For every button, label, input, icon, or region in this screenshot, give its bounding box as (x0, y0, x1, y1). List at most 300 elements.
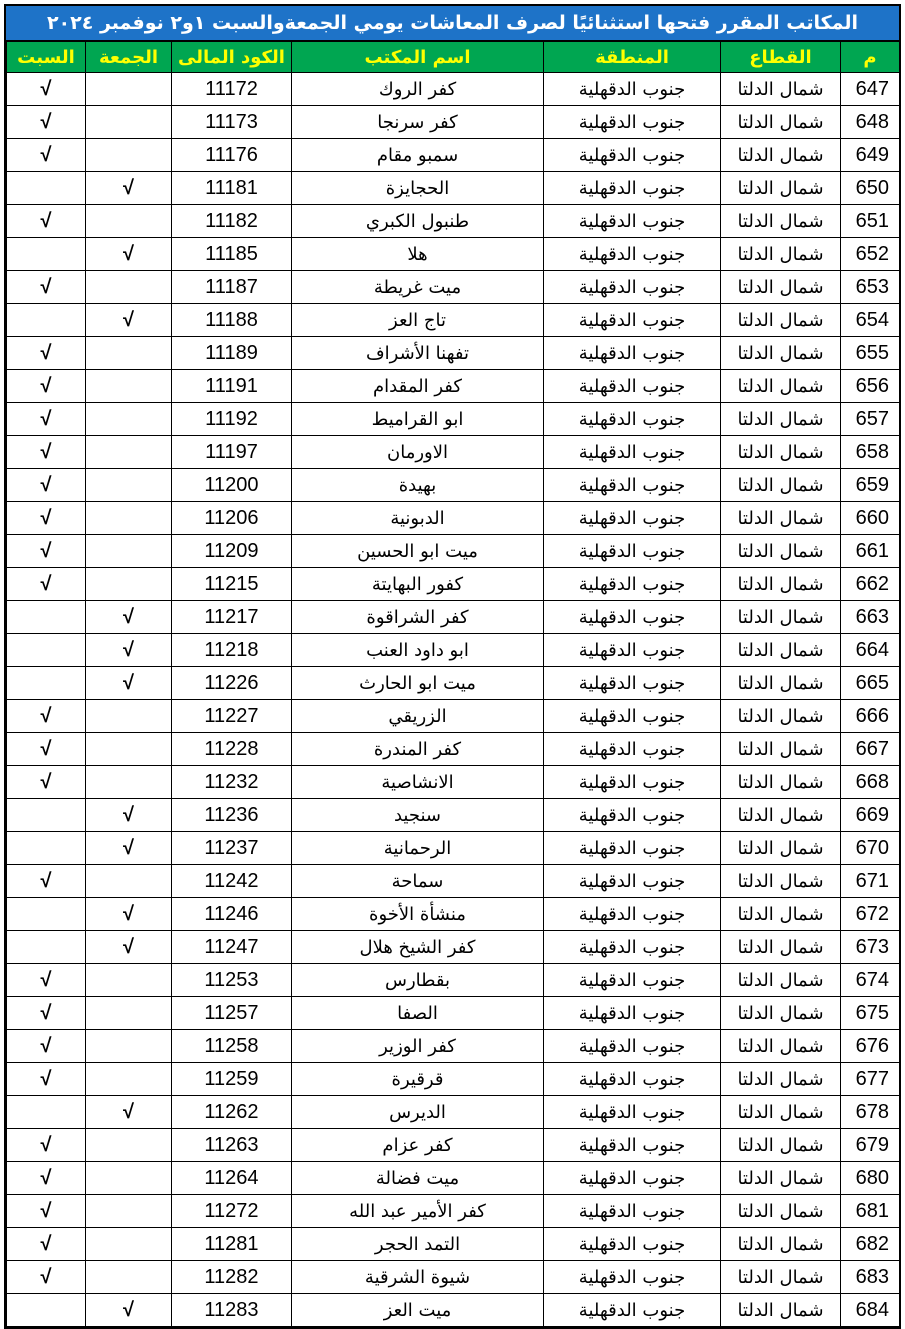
code-cell: 11176 (172, 139, 292, 172)
office-cell: ميت العز (292, 1294, 544, 1327)
index-cell: 661 (841, 535, 900, 568)
table-row (7, 370, 900, 403)
table-row (7, 139, 900, 172)
area-cell: جنوب الدقهلية (544, 304, 721, 337)
sector-cell: شمال الدلتا (721, 634, 841, 667)
code-cell: 11197 (172, 436, 292, 469)
code-cell: 11262 (172, 1096, 292, 1129)
header-office: اسم المكتب (292, 42, 544, 73)
table-row (7, 931, 900, 964)
saturday-cell: √ (7, 964, 86, 997)
friday-cell: √ (86, 601, 172, 634)
friday-cell: √ (86, 1294, 172, 1327)
sector-cell: شمال الدلتا (721, 205, 841, 238)
area-cell: جنوب الدقهلية (544, 964, 721, 997)
index-cell: 660 (841, 502, 900, 535)
office-cell: الانشاصية (292, 766, 544, 799)
office-cell: طنبول الكبري (292, 205, 544, 238)
sector-cell: شمال الدلتا (721, 172, 841, 205)
table-row (7, 667, 900, 700)
table-row (7, 733, 900, 766)
index-cell: 676 (841, 1030, 900, 1063)
friday-cell: √ (86, 667, 172, 700)
office-cell: تاج العز (292, 304, 544, 337)
table-row (7, 403, 900, 436)
friday-cell (86, 271, 172, 304)
code-cell: 11209 (172, 535, 292, 568)
saturday-cell: √ (7, 568, 86, 601)
code-cell: 11263 (172, 1129, 292, 1162)
sector-cell: شمال الدلتا (721, 337, 841, 370)
friday-cell: √ (86, 172, 172, 205)
office-cell: ميت فضالة (292, 1162, 544, 1195)
sector-cell: شمال الدلتا (721, 469, 841, 502)
office-cell: الحجايزة (292, 172, 544, 205)
index-cell: 670 (841, 832, 900, 865)
office-cell: التمد الحجر (292, 1228, 544, 1261)
friday-cell (86, 205, 172, 238)
saturday-cell: √ (7, 1261, 86, 1294)
friday-cell: √ (86, 898, 172, 931)
code-cell: 11283 (172, 1294, 292, 1327)
area-cell: جنوب الدقهلية (544, 436, 721, 469)
sector-cell: شمال الدلتا (721, 1261, 841, 1294)
area-cell: جنوب الدقهلية (544, 898, 721, 931)
friday-cell: √ (86, 799, 172, 832)
friday-cell (86, 1063, 172, 1096)
area-cell: جنوب الدقهلية (544, 535, 721, 568)
friday-cell (86, 1129, 172, 1162)
office-cell: ابو القراميط (292, 403, 544, 436)
code-cell: 11188 (172, 304, 292, 337)
offices-sheet (4, 4, 901, 1329)
saturday-cell: √ (7, 766, 86, 799)
area-cell: جنوب الدقهلية (544, 271, 721, 304)
header-sector: القطاع (721, 42, 841, 73)
sector-cell: شمال الدلتا (721, 502, 841, 535)
code-cell: 11227 (172, 700, 292, 733)
saturday-cell: √ (7, 370, 86, 403)
sector-cell: شمال الدلتا (721, 370, 841, 403)
sector-cell: شمال الدلتا (721, 1162, 841, 1195)
table-row (7, 106, 900, 139)
saturday-cell: √ (7, 73, 86, 106)
friday-cell: √ (86, 931, 172, 964)
area-cell: جنوب الدقهلية (544, 73, 721, 106)
index-cell: 675 (841, 997, 900, 1030)
office-cell: الاورمان (292, 436, 544, 469)
header-friday: الجمعة (86, 42, 172, 73)
index-cell: 648 (841, 106, 900, 139)
table-row (7, 337, 900, 370)
code-cell: 11217 (172, 601, 292, 634)
sector-cell: شمال الدلتا (721, 766, 841, 799)
code-cell: 11189 (172, 337, 292, 370)
table-row (7, 1162, 900, 1195)
index-cell: 664 (841, 634, 900, 667)
table-row (7, 535, 900, 568)
index-cell: 659 (841, 469, 900, 502)
sector-cell: شمال الدلتا (721, 733, 841, 766)
table-row (7, 238, 900, 271)
saturday-cell (7, 832, 86, 865)
area-cell: جنوب الدقهلية (544, 469, 721, 502)
sector-cell: شمال الدلتا (721, 1228, 841, 1261)
area-cell: جنوب الدقهلية (544, 502, 721, 535)
header-saturday: السبت (7, 42, 86, 73)
office-cell: هلا (292, 238, 544, 271)
table-row (7, 436, 900, 469)
sector-cell: شمال الدلتا (721, 997, 841, 1030)
table-row (7, 172, 900, 205)
office-cell: ابو داود العنب (292, 634, 544, 667)
friday-cell (86, 865, 172, 898)
office-cell: سمبو مقام (292, 139, 544, 172)
code-cell: 11228 (172, 733, 292, 766)
office-cell: بقطارس (292, 964, 544, 997)
office-cell: كفر الشيخ هلال (292, 931, 544, 964)
index-cell: 674 (841, 964, 900, 997)
sector-cell: شمال الدلتا (721, 238, 841, 271)
saturday-cell (7, 1096, 86, 1129)
sector-cell: شمال الدلتا (721, 832, 841, 865)
table-row (7, 568, 900, 601)
area-cell: جنوب الدقهلية (544, 601, 721, 634)
code-cell: 11242 (172, 865, 292, 898)
office-cell: تفهنا الأشراف (292, 337, 544, 370)
code-cell: 11187 (172, 271, 292, 304)
office-cell: بهيدة (292, 469, 544, 502)
saturday-cell (7, 238, 86, 271)
table-row (7, 271, 900, 304)
area-cell: جنوب الدقهلية (544, 1063, 721, 1096)
office-cell: منشأة الأخوة (292, 898, 544, 931)
sector-cell: شمال الدلتا (721, 106, 841, 139)
saturday-cell (7, 601, 86, 634)
index-cell: 672 (841, 898, 900, 931)
sector-cell: شمال الدلتا (721, 1294, 841, 1327)
area-cell: جنوب الدقهلية (544, 667, 721, 700)
offices-table (6, 41, 900, 1327)
saturday-cell: √ (7, 997, 86, 1030)
code-cell: 11259 (172, 1063, 292, 1096)
friday-cell (86, 568, 172, 601)
friday-cell (86, 700, 172, 733)
saturday-cell: √ (7, 436, 86, 469)
friday-cell (86, 337, 172, 370)
friday-cell (86, 964, 172, 997)
index-cell: 680 (841, 1162, 900, 1195)
office-cell: كفر سرنجا (292, 106, 544, 139)
sector-cell: شمال الدلتا (721, 865, 841, 898)
saturday-cell (7, 667, 86, 700)
saturday-cell (7, 172, 86, 205)
office-cell: الدبونية (292, 502, 544, 535)
index-cell: 677 (841, 1063, 900, 1096)
sector-cell: شمال الدلتا (721, 436, 841, 469)
office-cell: الصفا (292, 997, 544, 1030)
area-cell: جنوب الدقهلية (544, 568, 721, 601)
table-row (7, 898, 900, 931)
code-cell: 11181 (172, 172, 292, 205)
office-cell: كفر عزام (292, 1129, 544, 1162)
sheet-title: المكاتب المقرر فتحها استثنائيًا لصرف المعاشات يومي الجمعةوالسبت ١و٢ نوفمبر ٢٠٢٤ (6, 6, 899, 41)
friday-cell (86, 1030, 172, 1063)
table-row (7, 469, 900, 502)
code-cell: 11246 (172, 898, 292, 931)
index-cell: 684 (841, 1294, 900, 1327)
sector-cell: شمال الدلتا (721, 403, 841, 436)
saturday-cell: √ (7, 700, 86, 733)
sector-cell: شمال الدلتا (721, 700, 841, 733)
friday-cell (86, 139, 172, 172)
code-cell: 11182 (172, 205, 292, 238)
table-row (7, 700, 900, 733)
sector-cell: شمال الدلتا (721, 667, 841, 700)
saturday-cell: √ (7, 106, 86, 139)
code-cell: 11258 (172, 1030, 292, 1063)
index-cell: 666 (841, 700, 900, 733)
table-row (7, 1096, 900, 1129)
area-cell: جنوب الدقهلية (544, 1228, 721, 1261)
saturday-cell (7, 931, 86, 964)
table-row (7, 1195, 900, 1228)
index-cell: 668 (841, 766, 900, 799)
code-cell: 11281 (172, 1228, 292, 1261)
table-row (7, 304, 900, 337)
header-area: المنطقة (544, 42, 721, 73)
friday-cell (86, 997, 172, 1030)
index-cell: 683 (841, 1261, 900, 1294)
index-cell: 673 (841, 931, 900, 964)
code-cell: 11232 (172, 766, 292, 799)
code-cell: 11226 (172, 667, 292, 700)
area-cell: جنوب الدقهلية (544, 1294, 721, 1327)
index-cell: 681 (841, 1195, 900, 1228)
office-cell: ميت غريطة (292, 271, 544, 304)
office-cell: كفر الأمير عبد الله (292, 1195, 544, 1228)
area-cell: جنوب الدقهلية (544, 634, 721, 667)
office-cell: كفور البهايتة (292, 568, 544, 601)
area-cell: جنوب الدقهلية (544, 1096, 721, 1129)
index-cell: 653 (841, 271, 900, 304)
saturday-cell: √ (7, 1228, 86, 1261)
area-cell: جنوب الدقهلية (544, 1261, 721, 1294)
office-cell: الديرس (292, 1096, 544, 1129)
sector-cell: شمال الدلتا (721, 535, 841, 568)
table-row (7, 832, 900, 865)
friday-cell (86, 403, 172, 436)
friday-cell (86, 1228, 172, 1261)
code-cell: 11253 (172, 964, 292, 997)
area-cell: جنوب الدقهلية (544, 106, 721, 139)
area-cell: جنوب الدقهلية (544, 139, 721, 172)
area-cell: جنوب الدقهلية (544, 1030, 721, 1063)
index-cell: 663 (841, 601, 900, 634)
friday-cell (86, 73, 172, 106)
sector-cell: شمال الدلتا (721, 964, 841, 997)
saturday-cell: √ (7, 1030, 86, 1063)
index-cell: 682 (841, 1228, 900, 1261)
sector-cell: شمال الدلتا (721, 73, 841, 106)
office-cell: سماحة (292, 865, 544, 898)
saturday-cell: √ (7, 271, 86, 304)
area-cell: جنوب الدقهلية (544, 1162, 721, 1195)
office-cell: قرقيرة (292, 1063, 544, 1096)
area-cell: جنوب الدقهلية (544, 997, 721, 1030)
table-row (7, 1063, 900, 1096)
office-cell: كفر المقدام (292, 370, 544, 403)
code-cell: 11215 (172, 568, 292, 601)
saturday-cell: √ (7, 469, 86, 502)
saturday-cell: √ (7, 1195, 86, 1228)
table-row (7, 73, 900, 106)
friday-cell (86, 1261, 172, 1294)
index-cell: 669 (841, 799, 900, 832)
table-row (7, 799, 900, 832)
table-row (7, 1294, 900, 1327)
sector-cell: شمال الدلتا (721, 304, 841, 337)
office-cell: كفر الروك (292, 73, 544, 106)
code-cell: 11257 (172, 997, 292, 1030)
header-row (7, 42, 900, 73)
index-cell: 656 (841, 370, 900, 403)
index-cell: 657 (841, 403, 900, 436)
area-cell: جنوب الدقهلية (544, 205, 721, 238)
index-cell: 650 (841, 172, 900, 205)
friday-cell (86, 502, 172, 535)
office-cell: كفر الوزير (292, 1030, 544, 1063)
index-cell: 647 (841, 73, 900, 106)
area-cell: جنوب الدقهلية (544, 865, 721, 898)
table-row (7, 1030, 900, 1063)
friday-cell: √ (86, 1096, 172, 1129)
area-cell: جنوب الدقهلية (544, 931, 721, 964)
code-cell: 11236 (172, 799, 292, 832)
saturday-cell: √ (7, 502, 86, 535)
friday-cell (86, 1162, 172, 1195)
index-cell: 649 (841, 139, 900, 172)
area-cell: جنوب الدقهلية (544, 337, 721, 370)
index-cell: 654 (841, 304, 900, 337)
friday-cell (86, 469, 172, 502)
office-cell: الرحمانية (292, 832, 544, 865)
area-cell: جنوب الدقهلية (544, 799, 721, 832)
friday-cell (86, 733, 172, 766)
index-cell: 662 (841, 568, 900, 601)
saturday-cell (7, 634, 86, 667)
friday-cell: √ (86, 832, 172, 865)
sector-cell: شمال الدلتا (721, 1096, 841, 1129)
sector-cell: شمال الدلتا (721, 931, 841, 964)
saturday-cell: √ (7, 1162, 86, 1195)
saturday-cell: √ (7, 1063, 86, 1096)
code-cell: 11247 (172, 931, 292, 964)
code-cell: 11218 (172, 634, 292, 667)
friday-cell: √ (86, 634, 172, 667)
saturday-cell: √ (7, 403, 86, 436)
code-cell: 11282 (172, 1261, 292, 1294)
friday-cell (86, 106, 172, 139)
index-cell: 651 (841, 205, 900, 238)
saturday-cell: √ (7, 1129, 86, 1162)
table-row (7, 766, 900, 799)
office-cell: ميت ابو الحسين (292, 535, 544, 568)
office-cell: شيوة الشرقية (292, 1261, 544, 1294)
index-cell: 652 (841, 238, 900, 271)
index-cell: 658 (841, 436, 900, 469)
table-row (7, 964, 900, 997)
table-row (7, 205, 900, 238)
friday-cell (86, 436, 172, 469)
area-cell: جنوب الدقهلية (544, 766, 721, 799)
area-cell: جنوب الدقهلية (544, 700, 721, 733)
saturday-cell (7, 799, 86, 832)
header-code: الكود المالى (172, 42, 292, 73)
sector-cell: شمال الدلتا (721, 1195, 841, 1228)
code-cell: 11206 (172, 502, 292, 535)
code-cell: 11237 (172, 832, 292, 865)
friday-cell (86, 1195, 172, 1228)
table-row (7, 997, 900, 1030)
area-cell: جنوب الدقهلية (544, 172, 721, 205)
friday-cell: √ (86, 238, 172, 271)
sector-cell: شمال الدلتا (721, 799, 841, 832)
index-cell: 665 (841, 667, 900, 700)
header-index: م (841, 42, 900, 73)
area-cell: جنوب الدقهلية (544, 1195, 721, 1228)
area-cell: جنوب الدقهلية (544, 403, 721, 436)
area-cell: جنوب الدقهلية (544, 832, 721, 865)
table-row (7, 1261, 900, 1294)
area-cell: جنوب الدقهلية (544, 1129, 721, 1162)
area-cell: جنوب الدقهلية (544, 733, 721, 766)
office-cell: ميت ابو الحارث (292, 667, 544, 700)
index-cell: 667 (841, 733, 900, 766)
table-row (7, 502, 900, 535)
code-cell: 11264 (172, 1162, 292, 1195)
saturday-cell: √ (7, 337, 86, 370)
code-cell: 11185 (172, 238, 292, 271)
saturday-cell: √ (7, 733, 86, 766)
saturday-cell (7, 1294, 86, 1327)
sector-cell: شمال الدلتا (721, 601, 841, 634)
sector-cell: شمال الدلتا (721, 568, 841, 601)
code-cell: 11191 (172, 370, 292, 403)
saturday-cell: √ (7, 535, 86, 568)
table-row (7, 1228, 900, 1261)
table-row (7, 601, 900, 634)
office-cell: سنجيد (292, 799, 544, 832)
saturday-cell: √ (7, 865, 86, 898)
table-row (7, 865, 900, 898)
table-row (7, 634, 900, 667)
sector-cell: شمال الدلتا (721, 1063, 841, 1096)
index-cell: 671 (841, 865, 900, 898)
code-cell: 11200 (172, 469, 292, 502)
friday-cell (86, 535, 172, 568)
saturday-cell: √ (7, 139, 86, 172)
code-cell: 11172 (172, 73, 292, 106)
saturday-cell: √ (7, 205, 86, 238)
table-row (7, 1129, 900, 1162)
area-cell: جنوب الدقهلية (544, 238, 721, 271)
sector-cell: شمال الدلتا (721, 1030, 841, 1063)
office-cell: كفر المندرة (292, 733, 544, 766)
sector-cell: شمال الدلتا (721, 139, 841, 172)
sector-cell: شمال الدلتا (721, 271, 841, 304)
office-cell: الزريقي (292, 700, 544, 733)
